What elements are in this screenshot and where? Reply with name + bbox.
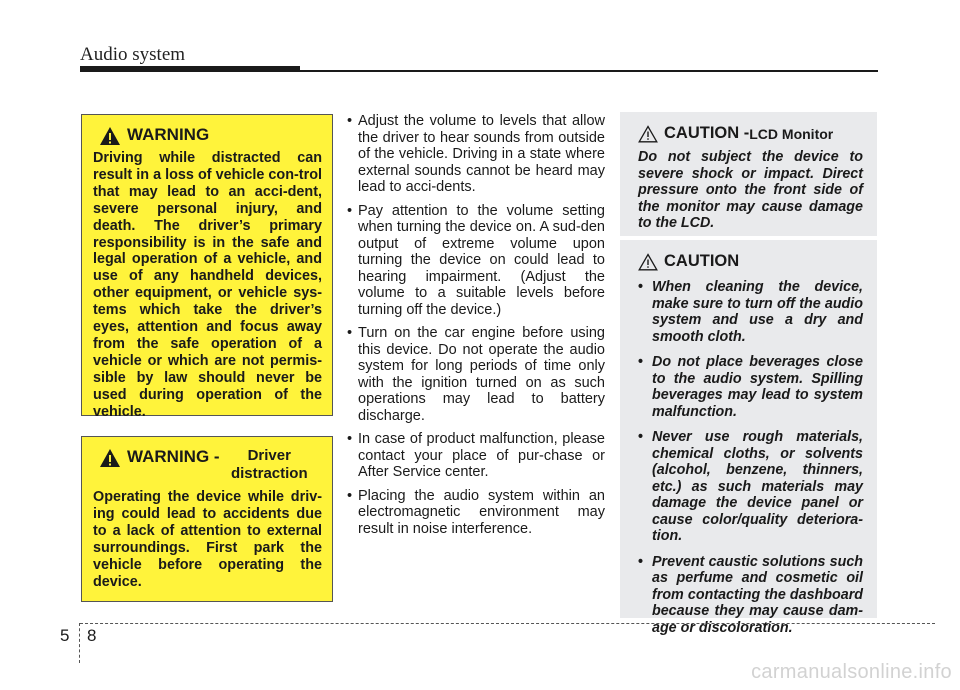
caution-title-row (638, 124, 863, 143)
list-item (341, 431, 605, 481)
caution-box-lcd-monitor (620, 112, 877, 236)
list-item (632, 429, 863, 545)
bullet: • (347, 113, 353, 129)
list-item (632, 354, 863, 420)
list-item-text: In case of product malfunction, please contact your place of pur-chase or After Service center. (358, 431, 605, 480)
warning-title: WARNING - (127, 447, 225, 466)
list-item-text: When cleaning the device, make sure to turn off the audio system and use a dry and smooth cloth. (652, 279, 863, 345)
page-number: 8 (87, 626, 97, 645)
warning-subtitle: Driver distraction (230, 447, 308, 482)
list-item (341, 325, 605, 424)
warning-body: Operating the device while driv-ing could lead to accidents due to a lack of attention to external surroundings. First park the vehicle before operating the device. (93, 489, 322, 590)
warning-triangle-icon (99, 448, 121, 468)
header-rule-thin (300, 70, 878, 72)
section-number: 5 (60, 626, 70, 645)
caution-body: Do not subject the device to severe shock or impact. Direct pressure onto the front side of the monitor may cause damage to the LCD. (638, 149, 863, 231)
caution-title: CAUTION (664, 252, 740, 270)
caution-title-row (638, 252, 863, 271)
warning-box-distracted-driving (81, 114, 333, 420)
caution-title: CAUTION - (664, 124, 750, 142)
caution-triangle-icon (638, 125, 658, 143)
list-item-text: Turn on the car engine before using this device. Do not operate the audio system for long periods of time only with the ignition turned on as such operations may lead to battery discharge. (358, 325, 605, 424)
watermark: carmanualsonline.info (751, 661, 952, 683)
warning-triangle-icon (99, 126, 121, 146)
header-rule-thick (80, 66, 300, 72)
bullet: • (347, 487, 353, 504)
section-title: Audio system (80, 44, 186, 65)
list-item-text: Placing the audio system within an electromagnetic environment may result in noise interference. (358, 487, 605, 537)
list-item (632, 279, 863, 345)
footer-divider (79, 623, 80, 663)
bullet: • (347, 325, 353, 341)
footer-rule (80, 623, 935, 624)
notes-list (341, 113, 605, 537)
caution-list (632, 279, 863, 636)
list-item-text: Adjust the volume to levels that allow the driver to hear sounds from outside of the vehicle. Driving in a state where external sounds cannot be heard may lead to acci-dents. (358, 113, 605, 195)
warning-box-driver-distraction (81, 436, 333, 602)
bullet: • (347, 202, 353, 219)
bullet: • (638, 354, 644, 370)
caution-box-general (620, 240, 877, 636)
caution-subtitle: LCD Monitor (749, 125, 834, 142)
audio-usage-notes (341, 113, 605, 544)
list-item-text: Do not place beverages close to the audio system. Spilling beverages may lead to system malfunction. (652, 354, 863, 420)
list-item (341, 113, 605, 196)
bullet: • (347, 431, 353, 447)
warning-title-row (99, 125, 322, 146)
bullet: • (638, 279, 644, 295)
list-item-text: Never use rough materials, chemical cloths, or solvents (alcohol, benzene, thinners, etc.) as such materials may damage the device panel or cause color/quality deteriora-tion. (652, 429, 863, 544)
caution-triangle-icon (638, 253, 658, 271)
bullet: • (638, 429, 644, 445)
warning-title-row (99, 447, 322, 483)
list-item (341, 203, 605, 319)
list-item (341, 488, 605, 538)
list-item-text: Pay attention to the volume setting when turning the device on. A sud-den output of extreme volume upon turning the device on could lead to hearing impairment. (Adjust the volume to a suitable levels before turning off the device.) (358, 202, 605, 318)
warning-title: WARNING (127, 125, 210, 144)
bullet: • (638, 553, 644, 570)
warning-body: Driving while distracted can result in a loss of vehicle con-trol that may lead to an acci-dent, severe personal injury, and death. The driver’s primary responsibility is in the safe and legal operation of a vehicle, and use of any handheld devices, other equipment, or vehicle sys-tems which take the driver’s eyes, attention and focus away from the safe operation of a vehicle or which are not permis-sible by law should never be used during operation of the vehicle. (93, 150, 322, 420)
list-item-text: Prevent caustic solutions such as perfume and cosmetic oil from contacting the dashboard because they may cause dam-age or discoloration. (652, 553, 863, 636)
